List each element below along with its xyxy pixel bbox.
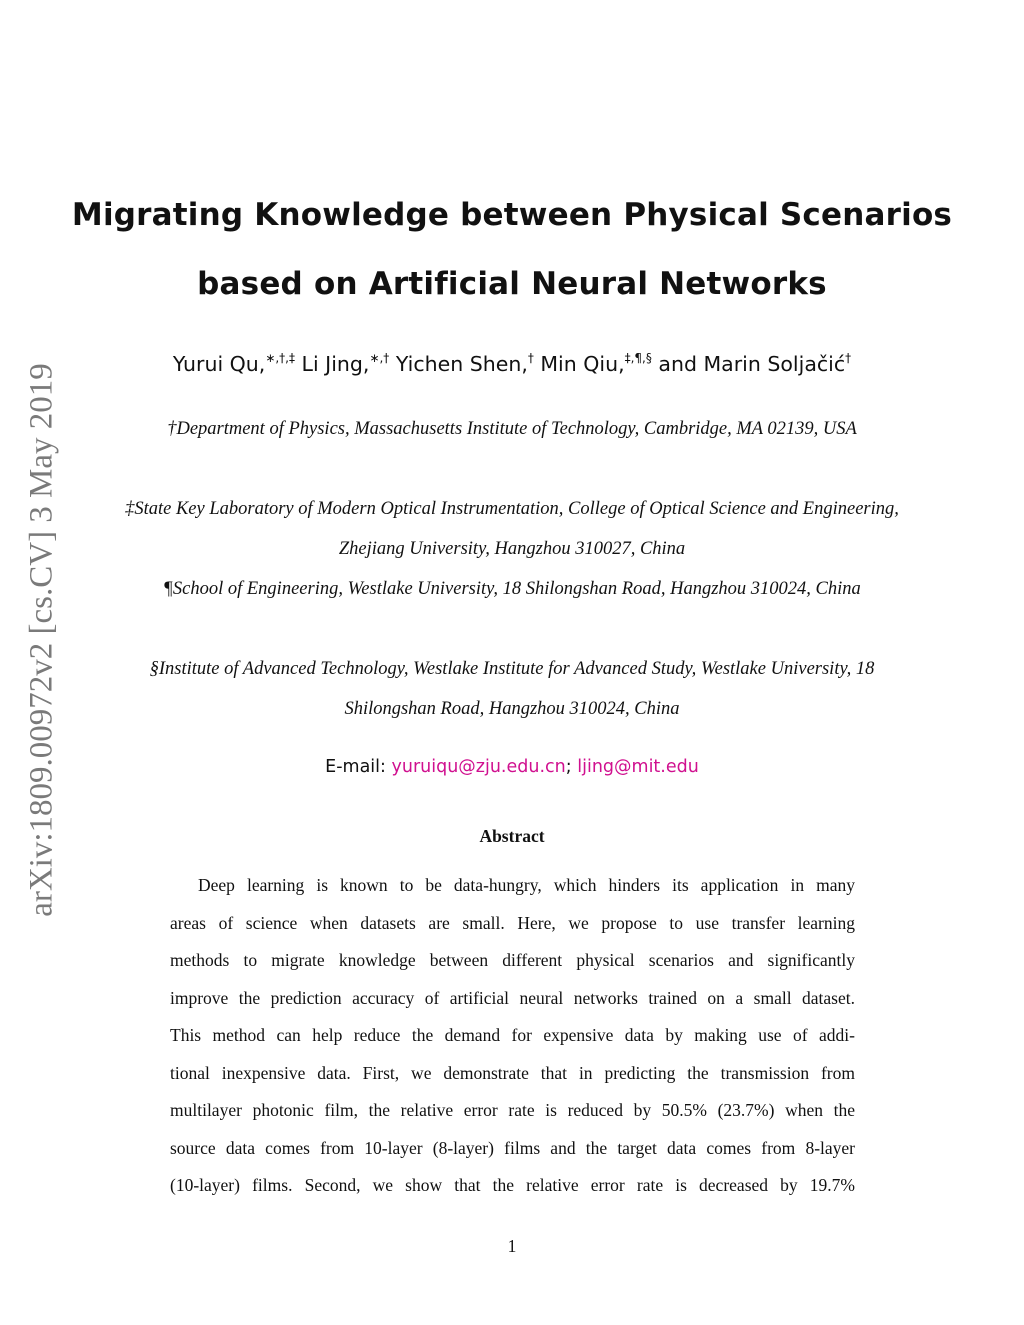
author-affiliation-marks: † [527,351,534,365]
abstract-line: areas of science when datasets are small. Here, we propose to use transfer learning [170,912,855,933]
paper-title-line-1: Migrating Knowledge between Physical Scenarios [71,197,953,233]
affiliation-zhejiang: ‡State Key Laboratory of Modern Optical Instrumentation, College of Optical Science and Engineering, Zhejiang University, Hangzhou 310027, China [125,499,899,559]
abstract-line: This method can help reduce the demand for expensive data by making use of addi- [170,1025,855,1045]
abstract-body [170,867,855,1205]
abstract-heading: Abstract [479,826,545,846]
page-number: 1 [507,1236,517,1256]
paper-title-line-2: based on Artificial Neural Networks [197,266,827,302]
affiliation-westlake-institute: §Institute of Advanced Technology, Westlake Institute for Advanced Study, Westlake University, 18 Shilongshan Road, Hangzhou 310024, China [149,659,875,719]
author-affiliation-marks: † [845,351,852,365]
author-name: Min Qiu, [540,352,625,376]
author-list [60,352,964,376]
affiliation-westlake-engineering: ¶School of Engineering, Westlake University, 18 Shilongshan Road, Hangzhou 310024, China [163,579,861,599]
abstract-line: Deep learning is known to be data-hungry, which hinders its application in many [198,875,855,895]
abstract-line: tional inexpensive data. First, we demonstrate that in predicting the transmission from [170,1062,855,1083]
email-line [0,757,1024,777]
author-affiliation-marks: ∗,†,‡ [265,351,295,365]
affiliation-mit: †Department of Physics, Massachusetts Institute of Technology, Cambridge, MA 02139, USA [167,419,857,439]
abstract-line: (10-layer) films. Second, we show that the relative error rate is decreased by 19.7% [170,1175,855,1195]
author-affiliation-marks: ∗,† [369,351,390,365]
abstract-line: methods to migrate knowledge between different physical scenarios and significantly [170,950,855,970]
author-name: and Marin Soljačić [658,352,846,376]
author-name: Li Jing, [301,352,370,376]
abstract-line: improve the prediction accuracy of artificial neural networks trained on a small dataset. [170,987,855,1008]
author-name: Yichen Shen, [395,352,528,376]
abstract-line: multilayer photonic film, the relative error rate is reduced by 50.5% (23.7%) when the [170,1100,855,1120]
email-link-jing[interactable]: ljing@mit.edu [577,757,699,777]
author-affiliation-marks: ‡,¶,§ [624,351,652,365]
email-link-qu[interactable]: yuruiqu@zju.edu.cn [391,757,566,777]
email-separator: ; [565,757,572,777]
email-label: E-mail: [325,757,386,777]
abstract-line: source data comes from 10-layer (8-layer) films and the target data comes from 8-layer [170,1137,855,1158]
arxiv-identifier-stamp: arXiv:1809.00972v2 [cs.CV] 3 May 2019 [23,363,60,917]
author-name: Yurui Qu, [172,352,266,376]
